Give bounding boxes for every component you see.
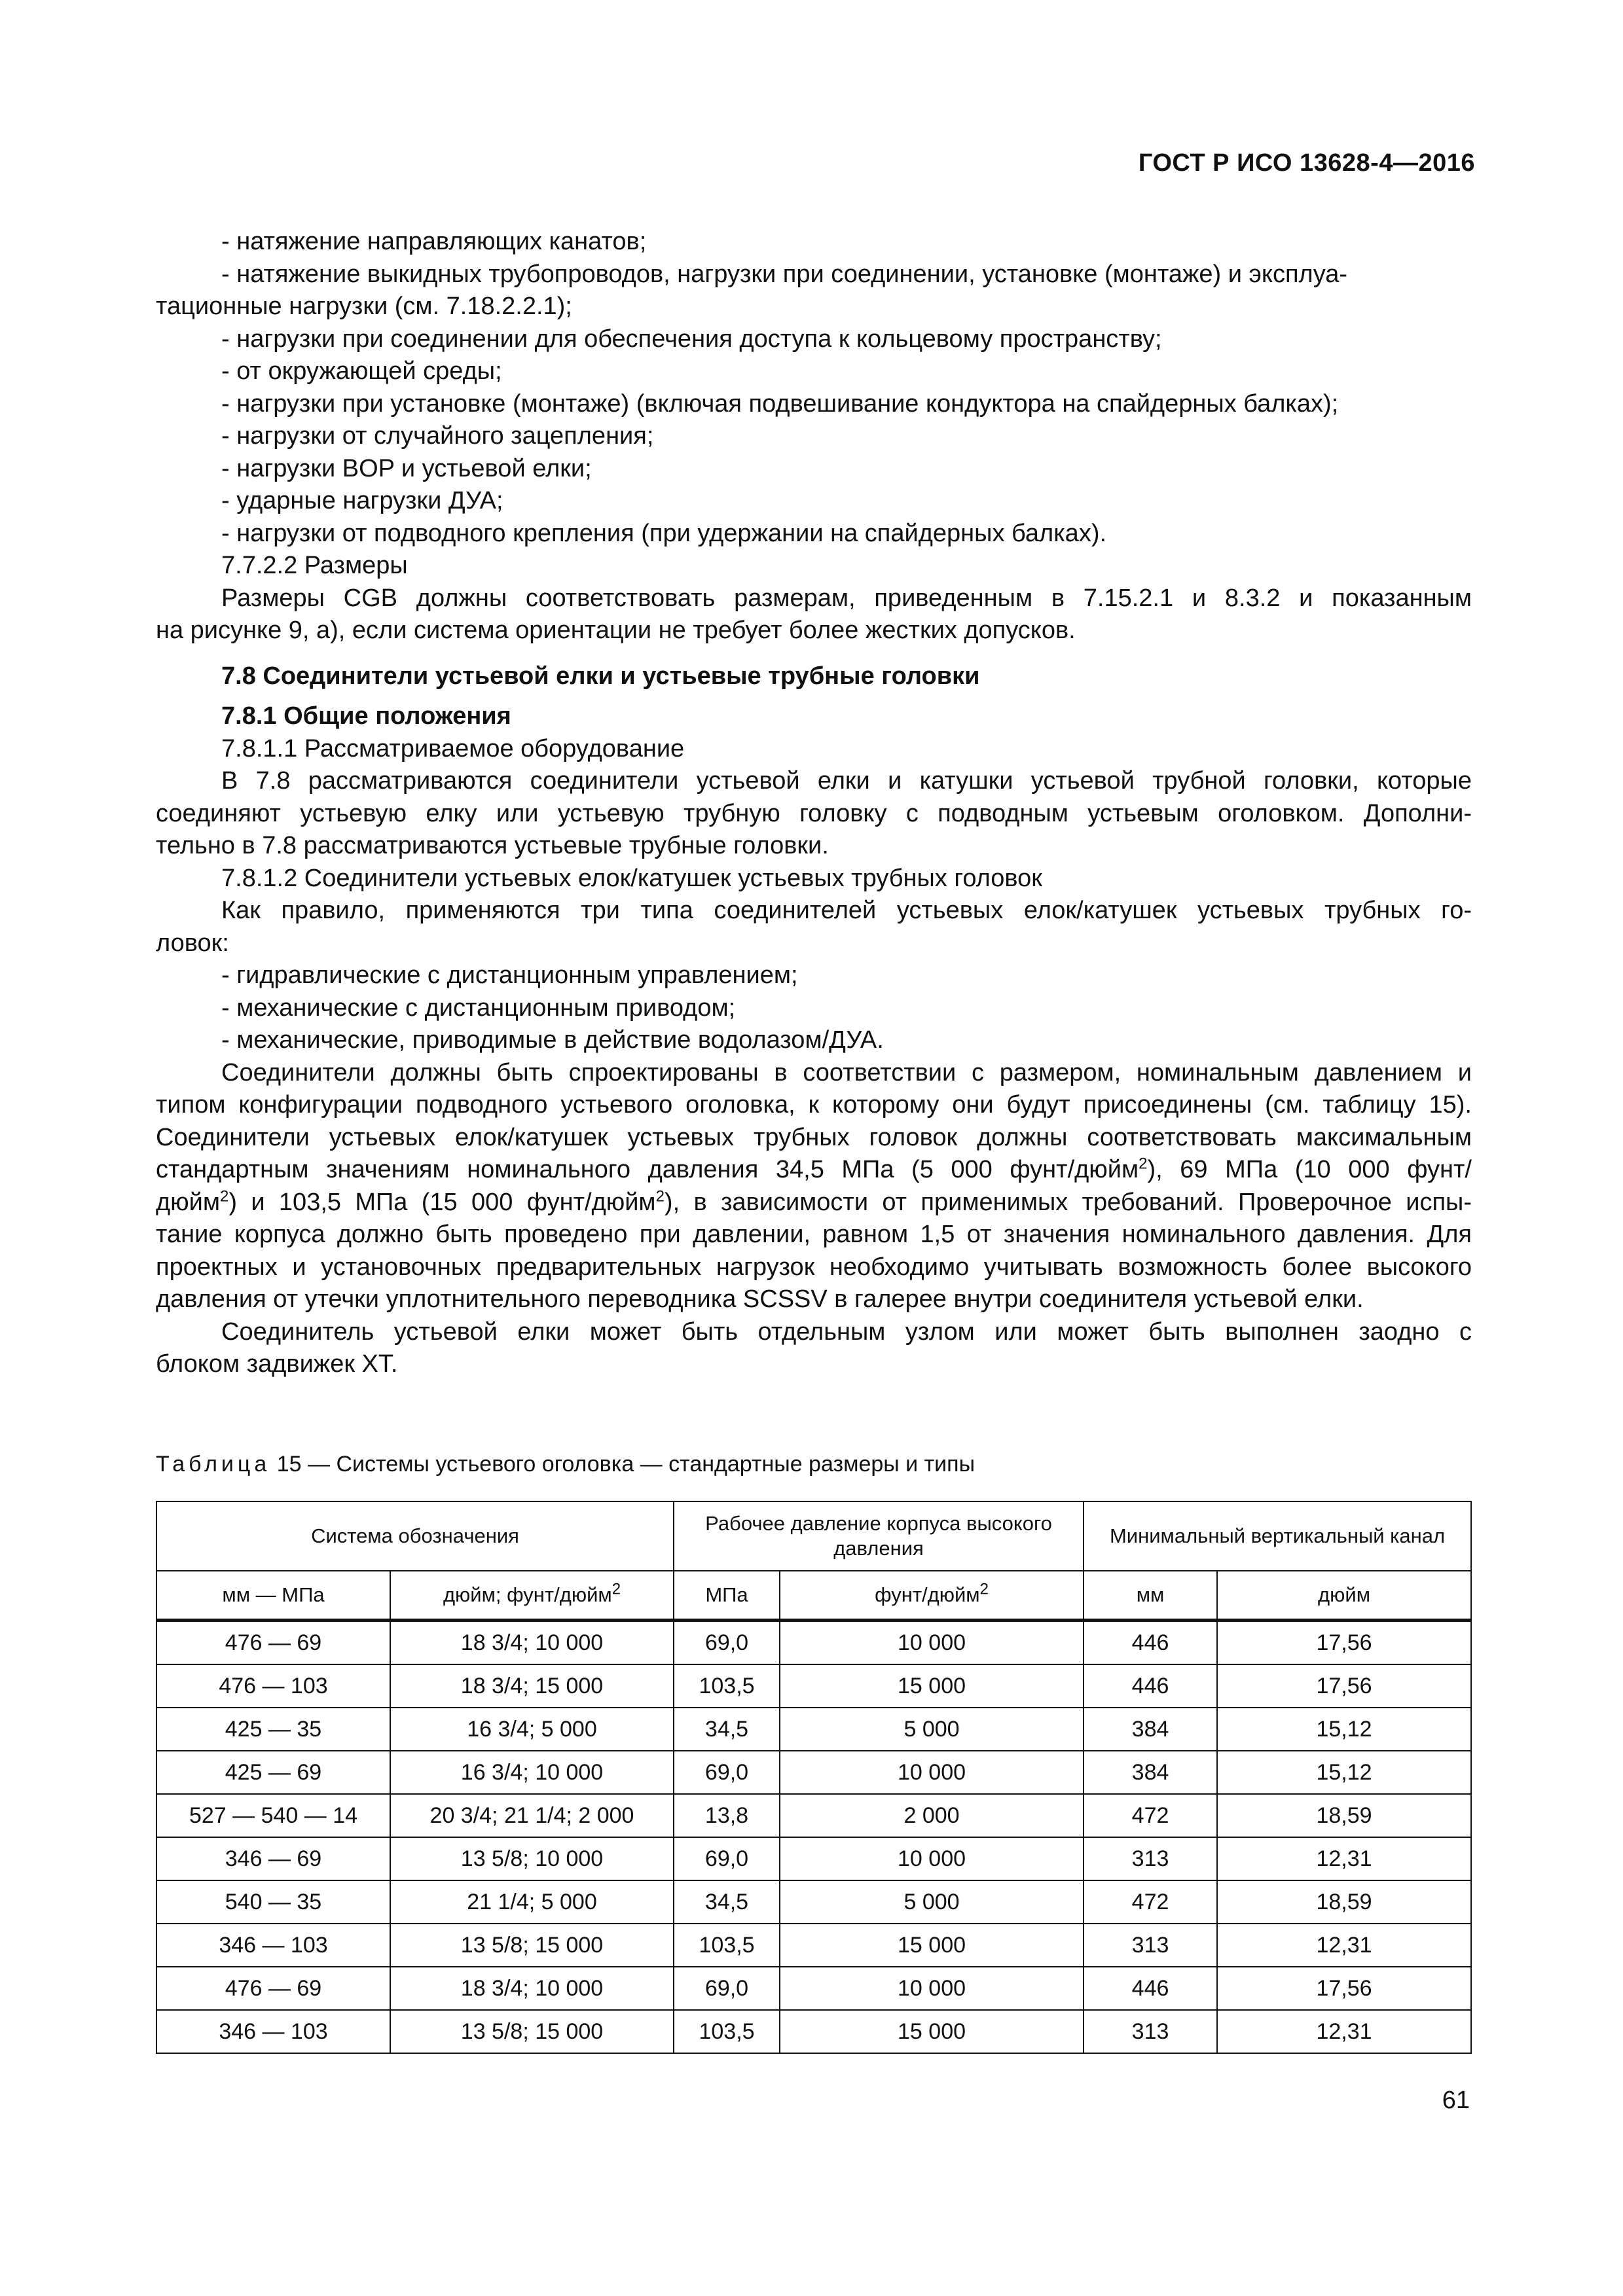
paragraph-line: В 7.8 рассматриваются соединители устьевой елки и катушки устьевой трубной головки, которые bbox=[221, 767, 1472, 795]
list-item: - нагрузки при установке (монтаже) (включая подвешивание кондуктора на спайдерных балках); bbox=[221, 389, 1339, 418]
section-title-7812: 7.8.1.2 Соединители устьевых елок/катушек устьевых трубных головок bbox=[221, 864, 1042, 892]
table-cell: 15,12 bbox=[1217, 1708, 1471, 1751]
paragraph-line: Соединители должны быть спроектированы в соответствии с размером, номинальным давлением и bbox=[221, 1058, 1472, 1086]
table-row bbox=[156, 1708, 1471, 1751]
table-cell: 21 1/4; 5 000 bbox=[390, 1880, 674, 1924]
table-cell: 15 000 bbox=[780, 1664, 1084, 1708]
table-cell: 103,5 bbox=[674, 1664, 780, 1708]
section-title-7722: 7.7.2.2 Размеры bbox=[221, 552, 408, 579]
paragraph-line: тание корпуса должно быть проведено при давлении, равном 1,5 от значения номинального давления. Для bbox=[156, 1221, 1472, 1248]
superscript: 2 bbox=[655, 1187, 665, 1205]
table-cell: 346 — 103 bbox=[156, 2010, 390, 2053]
column-group-header: Система обозначения bbox=[156, 1501, 674, 1571]
table-cell: 18 3/4; 15 000 bbox=[390, 1664, 674, 1708]
page-number: 61 bbox=[1442, 2087, 1470, 2114]
table-cell: 12,31 bbox=[1217, 1837, 1471, 1880]
table-cell: 17,56 bbox=[1217, 1621, 1471, 1665]
table-row bbox=[156, 1837, 1471, 1880]
table-cell: 13 5/8; 15 000 bbox=[390, 2010, 674, 2053]
table-cell: 103,5 bbox=[674, 2010, 780, 2053]
table-caption-text: 15 — Системы устьевого оголовка — стандартные размеры и типы bbox=[270, 1452, 976, 1477]
table-cell: 103,5 bbox=[674, 1924, 780, 1967]
column-header: дюйм bbox=[1217, 1571, 1471, 1621]
list-item: - натяжение направляющих канатов; bbox=[221, 228, 647, 255]
table-row bbox=[156, 1794, 1471, 1837]
paragraph-line bbox=[156, 1154, 1472, 1187]
table-cell: 425 — 69 bbox=[156, 1751, 390, 1794]
list-item: - механические с дистанционным приводом; bbox=[221, 994, 736, 1022]
table-cell: 476 — 69 bbox=[156, 1967, 390, 2010]
table-cell: 10 000 bbox=[780, 1751, 1084, 1794]
table-cell: 12,31 bbox=[1217, 2010, 1471, 2053]
list-item: - нагрузки BOP и устьевой елки; bbox=[221, 454, 592, 482]
paragraph-line: тельно в 7.8 рассматриваются устьевые трубные головки. bbox=[156, 832, 829, 859]
table-cell: 472 bbox=[1084, 1794, 1217, 1837]
column-header: мм — МПа bbox=[156, 1571, 390, 1621]
paragraph-line: давления от утечки уплотнительного переводника SCSSV в галерее внутри соединителя устьевой елки. bbox=[156, 1285, 1364, 1313]
paragraph-line: ловок: bbox=[156, 929, 229, 957]
body-text bbox=[156, 226, 1472, 1381]
table-cell: 13 5/8; 10 000 bbox=[390, 1837, 674, 1880]
table-caption bbox=[156, 1452, 975, 1477]
column-header: МПа bbox=[674, 1571, 780, 1621]
text-span: ), 69 МПа (10 000 фунт/ bbox=[1147, 1156, 1472, 1183]
document-header: ГОСТ Р ИСО 13628-4—2016 bbox=[1138, 149, 1475, 177]
table-row bbox=[156, 1924, 1471, 1967]
paragraph-line: на рисунке 9, а), если система ориентации не требует более жестких допусков. bbox=[156, 617, 1076, 644]
list-item: - от окружающей среды; bbox=[221, 357, 502, 385]
list-item: - ударные нагрузки ДУА; bbox=[221, 487, 503, 514]
paragraph-line bbox=[156, 1187, 1472, 1219]
list-item: - нагрузки от случайного зацепления; bbox=[221, 422, 654, 450]
table-cell: 18,59 bbox=[1217, 1794, 1471, 1837]
table-cell: 15,12 bbox=[1217, 1751, 1471, 1794]
table-cell: 20 3/4; 21 1/4; 2 000 bbox=[390, 1794, 674, 1837]
table-row bbox=[156, 1664, 1471, 1708]
table-cell: 10 000 bbox=[780, 1837, 1084, 1880]
table-cell: 17,56 bbox=[1217, 1967, 1471, 2010]
table-cell: 18 3/4; 10 000 bbox=[390, 1621, 674, 1665]
superscript: 2 bbox=[979, 1580, 989, 1598]
table-cell: 13 5/8; 15 000 bbox=[390, 1924, 674, 1967]
table-cell: 384 bbox=[1084, 1751, 1217, 1794]
table-row bbox=[156, 2010, 1471, 2053]
table-cell: 18 3/4; 10 000 bbox=[390, 1967, 674, 2010]
column-group-header: Рабочее давление корпуса высокого давления bbox=[674, 1501, 1084, 1571]
paragraph-line: Соединитель устьевой елки может быть отдельным узлом или может быть выполнен заодно с bbox=[221, 1318, 1472, 1346]
list-item: - гидравлические с дистанционным управлением; bbox=[221, 961, 798, 989]
table-cell: 2 000 bbox=[780, 1794, 1084, 1837]
table-cell: 425 — 35 bbox=[156, 1708, 390, 1751]
table-15 bbox=[156, 1501, 1472, 2054]
table-cell: 15 000 bbox=[780, 1924, 1084, 1967]
column-header bbox=[390, 1571, 674, 1621]
table-cell: 12,31 bbox=[1217, 1924, 1471, 1967]
paragraph-line: Соединители устьевых елок/катушек устьевых трубных головок должны соответствовать максимальным bbox=[156, 1123, 1472, 1151]
paragraph-line: блоком задвижек XT. bbox=[156, 1350, 398, 1378]
list-item-continuation: тационные нагрузки (см. 7.18.2.2.1); bbox=[156, 293, 572, 320]
text-span: дюйм bbox=[156, 1188, 221, 1216]
table-cell: 15 000 bbox=[780, 2010, 1084, 2053]
table-cell: 446 bbox=[1084, 1967, 1217, 2010]
table-cell: 69,0 bbox=[674, 1751, 780, 1794]
superscript: 2 bbox=[1139, 1155, 1148, 1173]
section-heading-7-8: 7.8 Соединители устьевой елки и устьевые трубные головки bbox=[221, 662, 980, 690]
column-header-text: дюйм; фунт/дюйм bbox=[443, 1583, 612, 1606]
table-cell: 476 — 103 bbox=[156, 1664, 390, 1708]
paragraph-line: Размеры CGB должны соответствовать размерам, приведенным в 7.15.2.1 и 8.3.2 и показанным bbox=[221, 584, 1472, 612]
table-cell: 446 bbox=[1084, 1621, 1217, 1665]
table-cell: 69,0 bbox=[674, 1967, 780, 2010]
table-cell: 313 bbox=[1084, 1837, 1217, 1880]
table-group-header-row bbox=[156, 1501, 1471, 1571]
table-cell: 17,56 bbox=[1217, 1664, 1471, 1708]
table-caption-label: Таблица bbox=[156, 1452, 271, 1477]
section-heading-7-8-1: 7.8.1 Общие положения bbox=[221, 702, 511, 730]
text-span: ) и 103,5 МПа (15 000 фунт/дюйм bbox=[228, 1188, 656, 1216]
table-cell: 472 bbox=[1084, 1880, 1217, 1924]
list-item: - нагрузки при соединении для обеспечения доступа к кольцевому пространству; bbox=[221, 325, 1162, 353]
text-span: стандартным значениям номинального давления 34,5 МПа (5 000 фунт/дюйм bbox=[156, 1156, 1139, 1183]
text-span: ), в зависимости от применимых требований. Проверочное испы- bbox=[664, 1188, 1472, 1216]
table-cell: 16 3/4; 10 000 bbox=[390, 1751, 674, 1794]
column-header: мм bbox=[1084, 1571, 1217, 1621]
table-row bbox=[156, 1967, 1471, 2010]
table-cell: 10 000 bbox=[780, 1621, 1084, 1665]
section-title-7811: 7.8.1.1 Рассматриваемое оборудование bbox=[221, 734, 685, 762]
table-cell: 346 — 103 bbox=[156, 1924, 390, 1967]
table-cell: 18,59 bbox=[1217, 1880, 1471, 1924]
paragraph-line: проектных и установочных предварительных нагрузок необходимо учитывать возможность более высокого bbox=[156, 1253, 1472, 1281]
table-cell: 384 bbox=[1084, 1708, 1217, 1751]
paragraph-line: типом конфигурации подводного устьевого оголовка, к которому они будут присоединены (см. таблицу 15). bbox=[156, 1091, 1472, 1119]
table-cell: 540 — 35 bbox=[156, 1880, 390, 1924]
table-row bbox=[156, 1751, 1471, 1794]
table-cell: 16 3/4; 5 000 bbox=[390, 1708, 674, 1751]
column-header bbox=[780, 1571, 1084, 1621]
table-cell: 13,8 bbox=[674, 1794, 780, 1837]
table-cell: 34,5 bbox=[674, 1708, 780, 1751]
table-cell: 69,0 bbox=[674, 1837, 780, 1880]
list-item: - натяжение выкидных трубопроводов, нагрузки при соединении, установке (монтаже) и эксплуа- bbox=[221, 260, 1348, 288]
list-item: - нагрузки от подводного крепления (при удержании на спайдерных балках). bbox=[221, 519, 1107, 547]
column-group-header: Минимальный вертикальный канал bbox=[1084, 1501, 1471, 1571]
table-cell: 313 bbox=[1084, 1924, 1217, 1967]
table-cell: 5 000 bbox=[780, 1708, 1084, 1751]
table-cell: 69,0 bbox=[674, 1621, 780, 1665]
table-cell: 10 000 bbox=[780, 1967, 1084, 2010]
table-row bbox=[156, 1880, 1471, 1924]
superscript: 2 bbox=[220, 1187, 229, 1205]
table-cell: 346 — 69 bbox=[156, 1837, 390, 1880]
table-cell: 446 bbox=[1084, 1664, 1217, 1708]
paragraph-line: Как правило, применяются три типа соединителей устьевых елок/катушек устьевых трубных го- bbox=[221, 897, 1472, 924]
table-cell: 5 000 bbox=[780, 1880, 1084, 1924]
table-cell: 313 bbox=[1084, 2010, 1217, 2053]
paragraph-line: соединяют устьевую елку или устьевую трубную головку с подводным устьевым оголовком. Дополни- bbox=[156, 799, 1472, 827]
table-row bbox=[156, 1621, 1471, 1665]
table-cell: 527 — 540 — 14 bbox=[156, 1794, 390, 1837]
table-cell: 34,5 bbox=[674, 1880, 780, 1924]
table-subheader-row bbox=[156, 1571, 1471, 1621]
table-cell: 476 — 69 bbox=[156, 1621, 390, 1665]
column-header-text: фунт/дюйм bbox=[875, 1583, 980, 1606]
list-item: - механические, приводимые в действие водолазом/ДУА. bbox=[221, 1026, 884, 1054]
superscript: 2 bbox=[611, 1580, 621, 1598]
